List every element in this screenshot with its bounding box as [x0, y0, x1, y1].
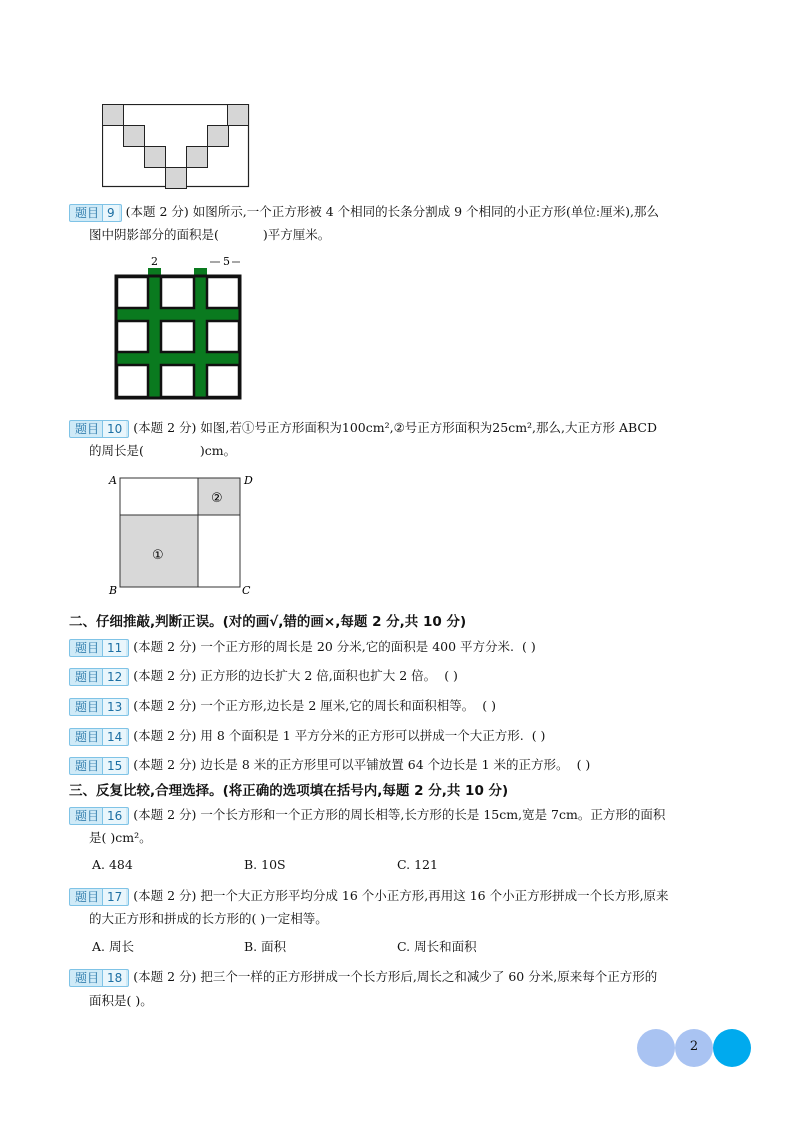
- question-17: [69, 887, 669, 906]
- question-tag: 题目 13: [69, 698, 129, 716]
- option-a[interactable]: A. 484: [92, 857, 133, 872]
- question-text: (本题 2 分) 如图,若①号正方形面积为100cm²,②号正方形面积为25cm²,那么,大正方形 ABCD: [133, 420, 658, 435]
- question-text: )平方厘米。: [262, 227, 331, 242]
- question-18-line2: 面积是( )。: [89, 993, 153, 1008]
- question-16: [69, 806, 665, 825]
- question-11: [69, 638, 536, 657]
- corner-D: D: [244, 474, 253, 487]
- page-deco-circle-left: [637, 1029, 675, 1067]
- option-a[interactable]: A. 周长: [92, 939, 134, 954]
- question-9-line2: [89, 226, 330, 244]
- square-1-label: ①: [152, 548, 164, 563]
- question-tag: 题目 9: [69, 204, 122, 222]
- question-text: (本题 2 分) 一个长方形和一个正方形的周长相等,长方形的长是 15cm,宽是 7cm。正方形的面积: [133, 807, 666, 822]
- section-3-heading: 三、反复比较,合理选择。(将正确的选项填在括号内,每题 2 分,共 10 分): [69, 783, 509, 799]
- question-10-line2: [89, 442, 236, 460]
- question-12: [69, 667, 458, 686]
- grid-strips-figure: [110, 252, 250, 404]
- answer-blank[interactable]: ( ): [522, 639, 536, 654]
- question-14: [69, 727, 545, 746]
- answer-blank[interactable]: ( ): [576, 757, 591, 772]
- corner-A: A: [109, 474, 117, 487]
- answer-blank[interactable]: ( ): [444, 668, 458, 683]
- question-15: [69, 756, 590, 775]
- question-text: (本题 2 分) 一个正方形的周长是 20 分米,它的面积是 400 平方分米.: [133, 639, 515, 654]
- section-2-heading: 二、仔细推敲,判断正误。(对的画√,错的画×,每题 2 分,共 10 分): [69, 614, 467, 630]
- question-tag: 题目 14: [69, 728, 129, 746]
- question-text: 图中阴影部分的面积是(: [89, 227, 219, 242]
- question-10: [69, 419, 657, 438]
- question-tag: 题目 12: [69, 668, 129, 686]
- question-text: (本题 2 分) 把三个一样的正方形拼成一个长方形后,周长之和减少了 60 分米,原来每个正方形的: [133, 969, 658, 984]
- corner-C: C: [242, 584, 251, 596]
- page-deco-circle-right: [713, 1029, 751, 1067]
- question-tag: 题目 11: [69, 639, 129, 657]
- question-tag: 题目 10: [69, 420, 129, 438]
- option-b[interactable]: B. 10S: [244, 857, 286, 872]
- option-c[interactable]: C. 121: [397, 857, 438, 872]
- question-tag: 题目 18: [69, 969, 129, 987]
- question-tag: 题目 16: [69, 807, 129, 825]
- corner-B: B: [109, 584, 118, 596]
- answer-blank[interactable]: ( ): [531, 728, 546, 743]
- question-text: (本题 2 分) 如图所示,一个正方形被 4 个相同的长条分割成 9 个相同的小正方形(单位:厘米),那么: [125, 204, 659, 219]
- answer-blank[interactable]: ( ): [482, 698, 496, 713]
- question-text: (本题 2 分) 正方形的边长扩大 2 倍,面积也扩大 2 倍。: [133, 668, 437, 683]
- option-c[interactable]: C. 周长和面积: [397, 939, 477, 954]
- dimension-label-2: 2: [151, 255, 158, 268]
- question-17-line2: 的大正方形和拼成的长方形的( )一定相等。: [89, 911, 328, 926]
- page-number: 2: [689, 1039, 699, 1054]
- question-18: [69, 968, 657, 987]
- question-text: (本题 2 分) 把一个大正方形平均分成 16 个小正方形,再用这 16 个小正方形拼成一个长方形,原来: [133, 888, 669, 903]
- question-text: )cm。: [199, 443, 237, 458]
- question-text: (本题 2 分) 一个正方形,边长是 2 厘米,它的周长和面积相等。: [133, 698, 475, 713]
- question-text: 的周长是(: [89, 443, 144, 458]
- question-tag: 题目 15: [69, 757, 129, 775]
- question-text: (本题 2 分) 用 8 个面积是 1 平方分米的正方形可以拼成一个大正方形.: [133, 728, 524, 743]
- question-16-line2: 是( )cm²。: [89, 830, 152, 845]
- square-2-label: ②: [211, 491, 223, 506]
- dimension-label-5: 5: [223, 255, 230, 268]
- square-abcd-figure: [106, 470, 262, 596]
- question-text: (本题 2 分) 边长是 8 米的正方形里可以平铺放置 64 个边长是 1 米的正方形。: [133, 757, 569, 772]
- question-9: [69, 203, 659, 222]
- option-b[interactable]: B. 面积: [244, 939, 287, 954]
- question-tag: 题目 17: [69, 888, 129, 906]
- question-13: [69, 697, 496, 716]
- staircase-figure: [102, 104, 252, 190]
